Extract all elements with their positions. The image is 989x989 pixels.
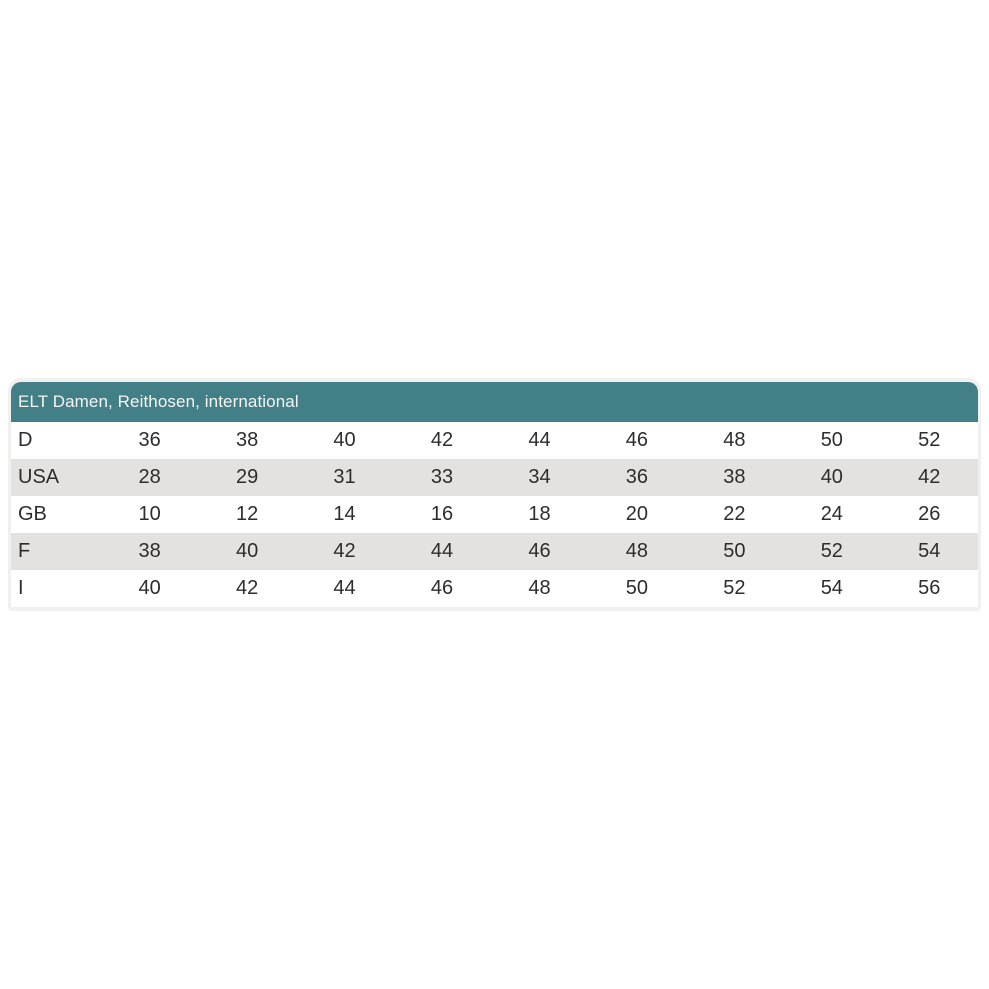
row-label: USA <box>18 466 60 488</box>
table-row <box>11 533 978 570</box>
size-value-cell: 42 <box>430 429 454 451</box>
size-value-cell: 42 <box>235 577 259 599</box>
size-value-cell: 50 <box>820 429 843 451</box>
size-value-cell: 34 <box>528 466 551 488</box>
size-value-cell: 24 <box>820 503 843 525</box>
size-value-cell: 52 <box>723 577 746 599</box>
size-value-cell: 42 <box>918 466 941 488</box>
size-value-cell: 48 <box>625 540 649 562</box>
row-label: D <box>18 429 33 451</box>
size-value-cell: 16 <box>430 503 454 525</box>
row-label: I <box>18 577 24 599</box>
size-value-cell: 48 <box>723 429 746 451</box>
size-value-cell: 56 <box>918 577 941 599</box>
size-value-cell: 46 <box>625 429 649 451</box>
size-value-cell: 40 <box>333 429 356 451</box>
size-chart-panel <box>8 378 981 611</box>
size-value-cell: 52 <box>820 540 843 562</box>
size-value-cell: 29 <box>235 466 259 488</box>
size-value-cell: 38 <box>723 466 746 488</box>
size-value-cell: 28 <box>138 466 161 488</box>
size-value-cell: 44 <box>430 540 454 562</box>
size-value-cell: 33 <box>430 466 454 488</box>
size-value-cell: 52 <box>918 429 941 451</box>
size-value-cell: 18 <box>528 503 551 525</box>
size-value-cell: 48 <box>528 577 551 599</box>
table-row <box>11 496 978 533</box>
size-value-cell: 44 <box>528 429 551 451</box>
size-value-cell: 54 <box>918 540 941 562</box>
size-value-cell: 31 <box>333 466 356 488</box>
size-chart-title-bar <box>11 382 978 422</box>
size-value-cell: 36 <box>138 429 161 451</box>
size-chart-title: ELT Damen, Reithosen, international <box>18 392 299 411</box>
size-value-cell: 38 <box>138 540 161 562</box>
row-label: F <box>18 540 31 562</box>
size-value-cell: 46 <box>528 540 551 562</box>
size-value-cell: 38 <box>235 429 259 451</box>
size-chart-body <box>11 422 978 607</box>
table-row <box>11 422 978 459</box>
size-value-cell: 10 <box>138 503 161 525</box>
size-value-cell: 54 <box>820 577 843 599</box>
size-value-cell: 14 <box>333 503 356 525</box>
size-value-cell: 40 <box>820 466 843 488</box>
size-value-cell: 44 <box>333 577 356 599</box>
size-value-cell: 26 <box>918 503 941 525</box>
size-value-cell: 20 <box>625 503 649 525</box>
size-value-cell: 40 <box>235 540 259 562</box>
size-value-cell: 46 <box>430 577 454 599</box>
size-value-cell: 22 <box>723 503 746 525</box>
table-row <box>11 570 978 607</box>
row-label: GB <box>18 503 47 525</box>
size-value-cell: 12 <box>235 503 259 525</box>
size-chart-table <box>11 422 978 607</box>
size-value-cell: 50 <box>723 540 746 562</box>
size-value-cell: 42 <box>333 540 356 562</box>
size-value-cell: 36 <box>625 466 649 488</box>
size-value-cell: 40 <box>138 577 161 599</box>
size-value-cell: 50 <box>625 577 649 599</box>
table-row <box>11 459 978 496</box>
